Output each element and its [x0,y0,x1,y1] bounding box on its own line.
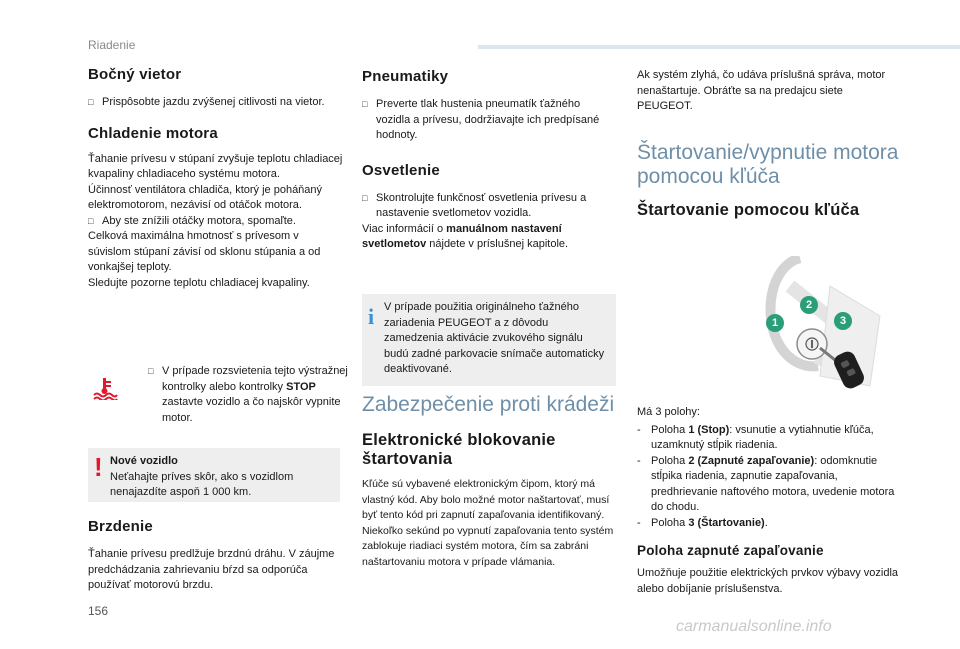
info-box [362,294,616,386]
crosswind-title: Bočný vietor [88,66,182,83]
badge-3: 3 [834,312,852,330]
ignition-on-text: Umožňuje použitie elektrických prvkov výbavy vozidla alebo dobíjanie príslušenstva. [637,567,899,595]
new-vehicle-title: Nové vozidlo [110,455,178,467]
bullet-box-icon: □ [362,192,368,203]
column-2 [362,68,617,253]
crosswind-bullet: □ Prispôsobte jazdu zvýšenej citlivosti na vietor. [88,95,343,111]
info-box-text: V prípade použitia originálneho ťažného zariadenia PEUGEOT a z dôvodu zamedzenia aktivácie zvukového signálu budú zadné parkovacie snímače automaticky deaktivované. [384,301,605,375]
immobiliser-text: Kľúče sú vybavené elektronickým čipom, ktorý má vlastný kód. Aby bolo možné motor naštartovať, musí byť tento kód pri zapnutí zapaľovania identifikovaný. Niekoľko sekúnd po vypnutí zapaľovania tento systém zablokuje riadiaci systém motora, čím sa zabráni naštartovaniu motora v prípade vlámania. [362,478,614,568]
failure-text: Ak systém zlyhá, čo udáva príslušná správa, motor nenaštartuje. Obráťte sa na predajcu siete PEUGEOT. [637,69,886,112]
watermark: carmanualsonline.info [676,618,832,635]
key-start-title: Štartovanie pomocou kľúča [637,200,860,219]
cooling-p1: Ťahanie prívesu v stúpaní zvyšuje teplotu chladiacej kvapaliny chladiaceho systému motora. [88,152,343,180]
new-vehicle-box [88,448,340,502]
cooling-p3: Celková maximálna hmotnosť s prívesom v súvislom stúpaní závisí od sklonu stúpania a od vonkajšej teploty. [88,230,321,273]
antitheft-section [362,393,620,570]
ignition-on-title: Poloha zapnuté zapaľovanie [637,543,824,558]
brakes-text: Ťahanie prívesu predlžuje brzdnú dráhu. V záujme predchádzania zahrievaniu bŕzd sa odporúča používať motorovú brzdu. [88,548,335,591]
cooling-p4: Sledujte pozorne teplotu chladiacej kvapaliny. [88,276,310,289]
cooling-bullet: □ Aby ste znížili otáčky motora, spomaľte. [88,214,343,230]
brakes-section [88,518,343,594]
tyres-title: Pneumatiky [362,68,449,85]
section-header: Riadenie [88,38,136,52]
bullet-box-icon: □ [88,215,94,226]
lighting-bullet: □ Skontrolujte funkčnosť osvetlenia prívesu a nastavenie svetlometov vozidla. [362,191,587,219]
positions-section [637,405,899,597]
lighting-more: Viac informácií o manuálnom nastavení svetlometov nájdete v príslušnej kapitole. [362,222,569,250]
badge-1: 1 [766,314,784,332]
info-icon: i [368,304,375,329]
temp-warning-text: □ V prípade rozsvietenia tejto výstražnej kontrolky alebo kontrolky STOP zastavte vozidlo a čo najskôr vypnite motor. [148,365,348,424]
cooling-p2: Účinnosť ventilátora chladiča, ktorý je poháňaný elektromotorom, nezávisí od otáčok motora. [88,183,323,211]
new-vehicle-text: Neťahajte príves skôr, ako s vozidlom nenajazdíte aspoň 1 000 km. [110,470,294,498]
start-stop-big-title: Štartovanie/vypnutie motora pomocou kľúča [637,140,899,188]
position-item: - Poloha 2 (Zapnuté zapaľovanie): odomknutie stĺpika riadenia, zapnutie zapaľovania, predhrievanie naftového motora, uvedenie motora do chodu. [637,454,895,513]
cooling-title: Chladenie motora [88,124,218,142]
tyres-bullet: □ Preverte tlak hustenia pneumatík ťažného vozidla a prívesu, dodržiavajte ich predpísané hodnoty. [362,98,600,141]
badge-2: 2 [800,296,818,314]
bullet-box-icon: □ [362,99,368,109]
header-rule [478,45,960,49]
antitheft-big-title: Zabezpečenie proti krádeži [362,393,615,416]
positions-intro: Má 3 polohy: [637,406,700,418]
exclamation-icon: ! [94,452,103,482]
lighting-title: Osvetlenie [362,161,440,179]
position-item: - Poloha 3 (Štartovanie). [637,516,768,529]
immobiliser-title: Elektronické blokovanie štartovania [362,431,556,468]
position-item: - Poloha 1 (Stop): vsunutie a vytiahnutie kľúča, uzamknutý stĺpik riadenia. [637,423,874,451]
page-number: 156 [88,604,109,618]
column-3 [637,68,899,220]
ignition-figure [760,256,884,396]
bullet-box-icon: □ [88,97,94,107]
brakes-title: Brzdenie [88,518,153,535]
bullet-box-icon: □ [148,366,154,376]
column-1 [88,66,343,291]
coolant-temp-warning-icon [92,376,118,405]
